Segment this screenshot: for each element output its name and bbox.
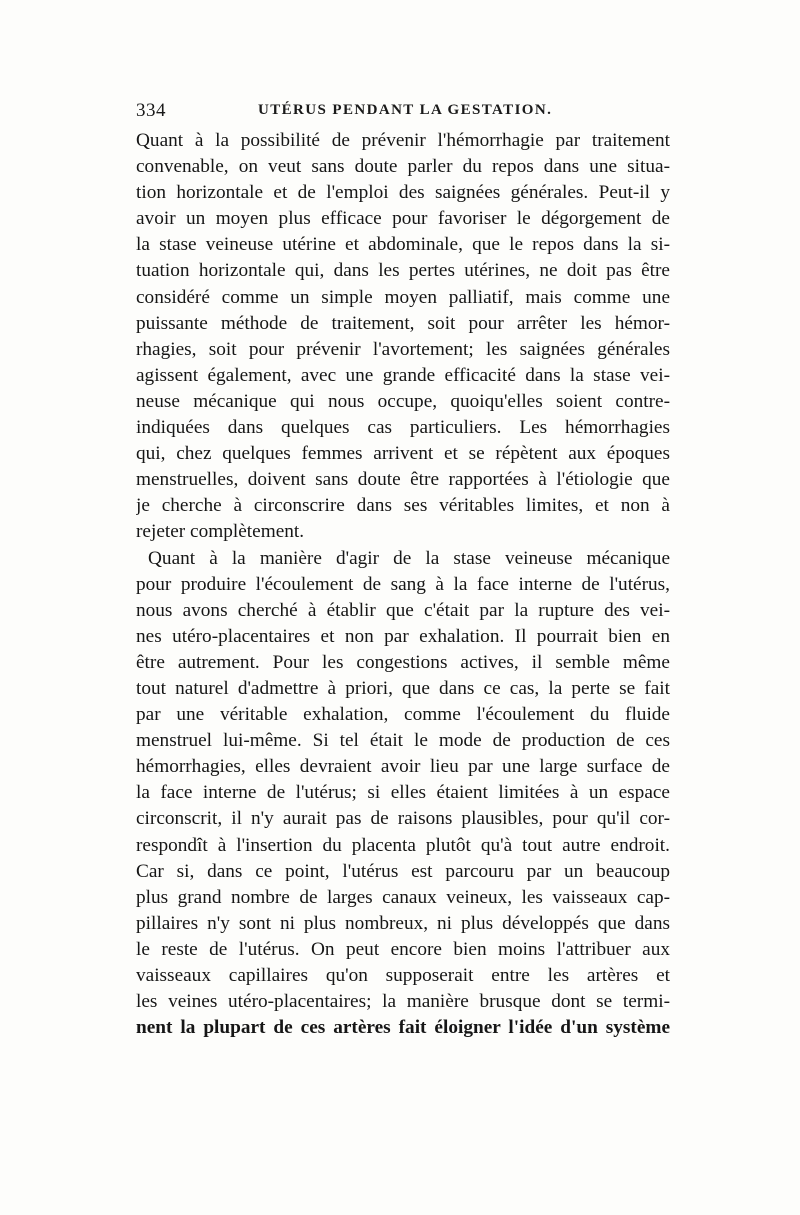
text-line: avoir un moyen plus efficace pour favoriser le dégorgement de (136, 208, 670, 230)
text-line: la face interne de l'utérus; si elles étaient limitées à un espace (136, 782, 670, 804)
text-line: rejeter complètement. (136, 521, 305, 543)
text-line: Car si, dans ce point, l'utérus est parcouru par un beaucoup (136, 860, 670, 882)
text-line: les veines utéro-placentaires; la manière brusque dont se termi- (136, 991, 670, 1013)
text-line: respondît à l'insertion du placenta plutôt qu'à tout autre endroit. (136, 834, 670, 856)
text-line: qui, chez quelques femmes arrivent et se répètent aux époques (136, 443, 670, 465)
text-line: menstruel lui-même. Si tel était le mode de production de ces (136, 730, 670, 752)
text-line: menstruelles, doivent sans doute être rapportées à l'étiologie que (136, 469, 670, 491)
text-line: nent la plupart de ces artères fait éloigner l'idée d'un système (136, 1017, 670, 1039)
text-line: circonscrit, il n'y aurait pas de raisons plausibles, pour qu'il cor- (136, 808, 670, 830)
text-line: Quant à la manière d'agir de la stase veineuse mécanique (148, 547, 670, 569)
text-line: être autrement. Pour les congestions actives, il semble même (136, 651, 670, 673)
paragraph-1 (136, 128, 670, 546)
text-line: la stase veineuse utérine et abdominale, que le repos dans la si- (136, 234, 670, 256)
text-line: par une véritable exhalation, comme l'écoulement du fluide (136, 704, 670, 726)
text-line: rhagies, soit pour prévenir l'avortement; les saignées générales (136, 338, 670, 360)
text-line: tuation horizontale qui, dans les pertes utérines, ne doit pas être (136, 260, 670, 282)
text-line: nes utéro-placentaires et non par exhalation. Il pourrait bien en (136, 625, 670, 647)
text-line: le reste de l'utérus. On peut encore bien moins l'attribuer aux (136, 938, 670, 960)
text-line: nous avons cherché à établir que c'était par la rupture des vei- (136, 599, 670, 621)
text-line: neuse mécanique qui nous occupe, quoiqu'elles soient contre- (136, 390, 670, 412)
text-line: agissent également, avec une grande efficacité dans la stase vei- (136, 364, 670, 386)
text-line: puissante méthode de traitement, soit pour arrêter les hémor- (136, 312, 670, 334)
text-line: Quant à la possibilité de prévenir l'hémorrhagie par traitement (136, 130, 670, 151)
text-line: vaisseaux capillaires qu'on supposerait entre les artères et (136, 965, 670, 986)
text-line: pour produire l'écoulement de sang à la face interne de l'utérus, (136, 573, 670, 595)
paragraph-2 (136, 546, 670, 1042)
text-line: indiquées dans quelques cas particuliers. Les hémorrhagies (136, 417, 670, 439)
text-line: je cherche à circonscrire dans ses véritables limites, et non à (136, 495, 670, 517)
text-line: hémorrhagies, elles devraient avoir lieu par une large surface de (136, 756, 670, 778)
page-number: 334 (136, 100, 166, 121)
running-title: UTÉRUS PENDANT LA GESTATION. (258, 102, 553, 118)
text-line: tion horizontale et de l'emploi des saignées générales. Peut-il y (136, 182, 670, 204)
page-header (136, 96, 670, 126)
text-line: tout naturel d'admettre à priori, que dans ce cas, la perte se fait (136, 677, 670, 699)
text-line: plus grand nombre de larges canaux veineux, les vaisseaux cap- (136, 886, 670, 908)
text-line: pillaires n'y sont ni plus nombreux, ni plus développés que dans (136, 912, 670, 934)
text-line: convenable, on veut sans doute parler du repos dans une situa- (136, 156, 670, 178)
body-text (136, 128, 670, 1041)
text-line: considéré comme un simple moyen palliatif, mais comme une (136, 286, 670, 308)
